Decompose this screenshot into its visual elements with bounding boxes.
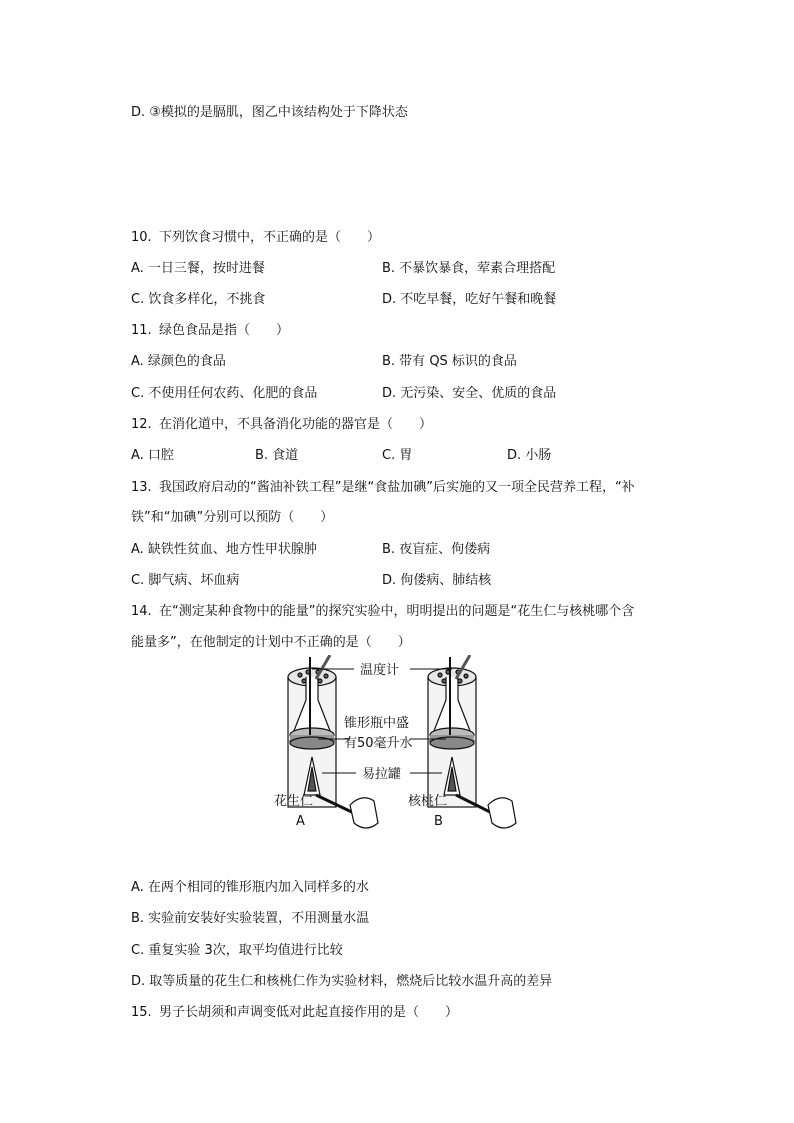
option-a: A. 绿颜色的食品 [131, 354, 226, 369]
option-d: D. 取等质量的花生仁和核桃仁作为实验材料，燃烧后比较水温升高的差异 [131, 974, 553, 989]
question-14-stem-cont: 能量多”，在他制定的计划中不正确的是（ ） [131, 635, 411, 650]
question-12-stem [131, 416, 432, 434]
option-d: D. 佝偻病、肺结核 [382, 573, 492, 588]
question-number: 11. [131, 323, 152, 338]
label-flask-line1: 锥形瓶中盛 [344, 716, 410, 731]
option-a: A. 一日三餐，按时进餐 [131, 261, 265, 276]
option-c: C. 胃 [382, 448, 413, 463]
question-13-stem [131, 479, 635, 497]
option-b: B. 食道 [255, 448, 299, 463]
question-number: 13. [131, 480, 152, 495]
question-11-stem [131, 322, 289, 340]
option-d: D. 无污染、安全、优质的食品 [382, 386, 557, 401]
question-number: 14. [131, 604, 152, 619]
question-14-stem [131, 603, 634, 621]
label-a: A [296, 814, 305, 829]
option-d: D. 小肠 [507, 448, 552, 463]
option-b: B. 带有 QS 标识的食品 [382, 354, 517, 369]
experiment-diagram [270, 655, 530, 840]
option-c: C. 饮食多样化，不挑食 [131, 292, 266, 307]
label-can: 易拉罐 [362, 767, 402, 782]
question-text: 在消化道中，不具备消化功能的器官是（ ） [159, 417, 433, 432]
question-number: 12. [131, 417, 152, 432]
question-number: 10. [131, 230, 152, 245]
option-c: C. 脚气病、坏血病 [131, 573, 240, 588]
question-13-stem-cont: 铁”和“加碘”分别可以预防（ ） [131, 510, 334, 525]
option-c: C. 不使用任何农药、化肥的食品 [131, 386, 318, 401]
option-d: D. 不吃早餐，吃好午餐和晚餐 [382, 292, 557, 307]
option-a: A. 缺铁性贫血、地方性甲状腺肿 [131, 542, 317, 557]
top-option-line: D. ③模拟的是膈肌，图乙中该结构处于下降状态 [131, 105, 408, 120]
question-text: 绿色食品是指（ ） [159, 323, 290, 338]
option-a: A. 在两个相同的锥形瓶内加入同样多的水 [131, 880, 369, 895]
option-b: B. 夜盲症、佝偻病 [382, 542, 491, 557]
label-thermometer: 温度计 [360, 663, 400, 678]
label-b: B [434, 814, 443, 829]
question-number: 15. [131, 1005, 152, 1020]
option-b: B. 不暴饮暴食，荤素合理搭配 [382, 261, 556, 276]
question-10-stem [131, 229, 380, 247]
option-b: B. 实验前安装好实验装置，不用测量水温 [131, 911, 370, 926]
question-text: 我国政府启动的“酱油补铁工程”是继“食盐加碘”后实施的又一项全民营养工程，“补 [159, 480, 635, 495]
label-flask-line2: 有50毫升水 [344, 736, 413, 751]
option-c: C. 重复实验 3次，取平均值进行比较 [131, 943, 343, 958]
option-a: A. 口腔 [131, 448, 174, 463]
label-walnut: 核桃仁 [408, 794, 448, 809]
question-text: 在“测定某种食物中的能量”的探究实验中，明明提出的问题是“花生仁与核桃哪个含 [159, 604, 635, 619]
question-text: 男子长胡须和声调变低对此起直接作用的是（ ） [159, 1005, 459, 1020]
question-15-stem [131, 1004, 458, 1022]
question-text: 下列饮食习惯中，不正确的是（ ） [159, 230, 381, 245]
label-peanut: 花生仁 [274, 794, 314, 809]
